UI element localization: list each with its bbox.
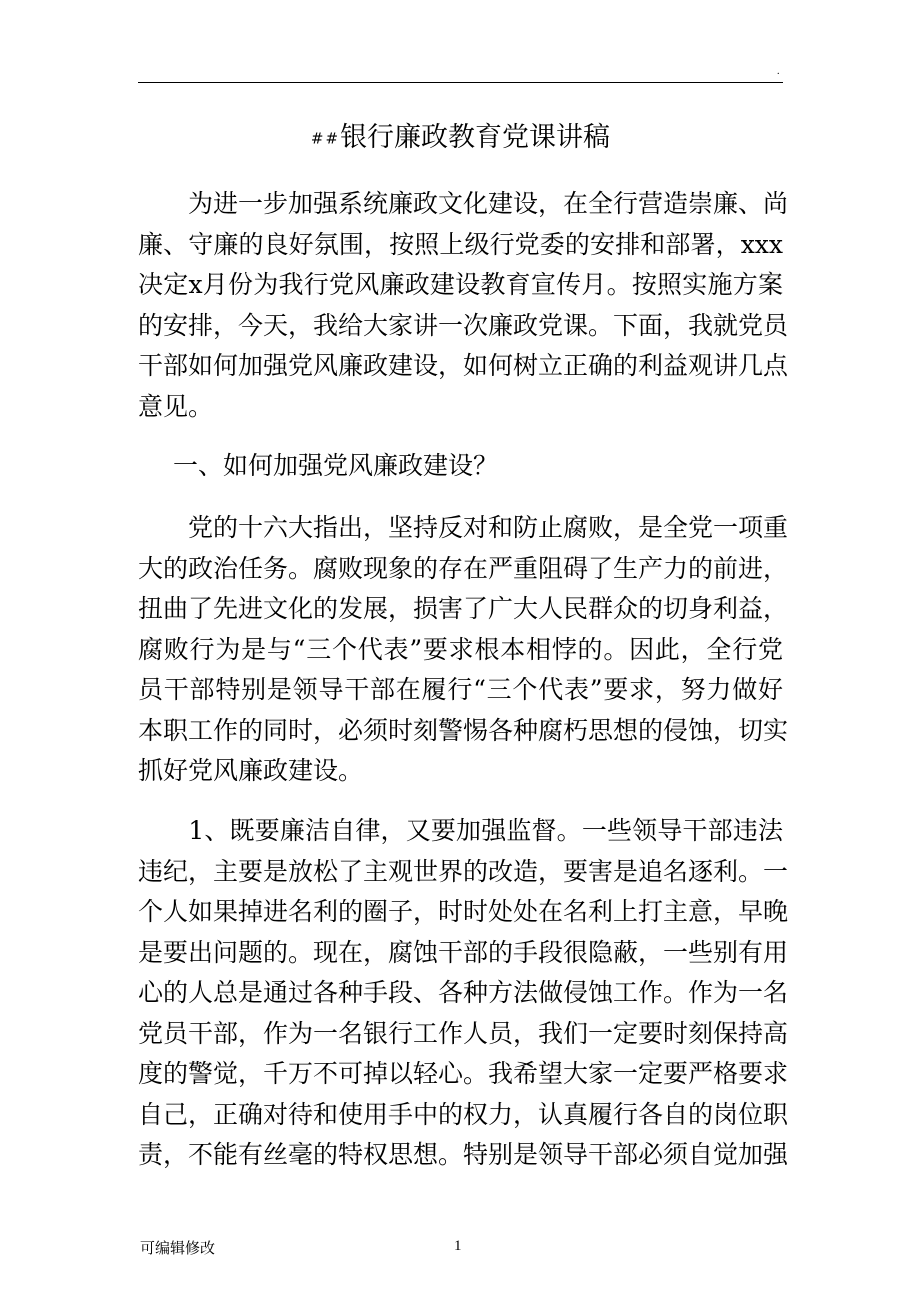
text-line: 扭曲了先进文化的发展，损害了广大人民群众的切身利益， — [138, 594, 789, 623]
document-title: 银行廉政教育党课讲稿 — [340, 122, 611, 153]
header-rule — [138, 82, 783, 83]
text-line: 责，不能有丝毫的特权思想。特别是领导干部必须自觉加强 — [138, 1140, 789, 1169]
text-line: 是要出问题的。现在，腐蚀干部的手段很隐蔽，一些别有用 — [138, 937, 789, 967]
text-line: 廉、守廉的良好氛围，按照上级行党委的安排和部署，xxx — [138, 229, 783, 259]
text-line: 1、既要廉洁自律，又要加强监督。一些领导干部违法 — [138, 816, 783, 845]
text-line: 意见。 — [138, 391, 214, 421]
text-line: 决定x月份为我行党风廉政建设教育宣传月。按照实施方案 — [138, 270, 783, 299]
text-line: 大的政治任务。腐败现象的存在严重阻碍了生产力的前进， — [138, 553, 789, 583]
text-line: 党员干部，作为一名银行工作人员，我们一定要时刻保持高 — [138, 1018, 789, 1048]
section-heading: 一、如何加强党风廉政建设？ — [173, 451, 499, 480]
text-line: 干部如何加强党风廉政建设，如何树立正确的利益观讲几点 — [138, 351, 789, 380]
page-number: 1 — [454, 1238, 462, 1254]
text-line: 抓好党风廉政建设。 — [138, 756, 364, 785]
text-line: 的安排，今天，我给大家讲一次廉政党课。下面，我就党员 — [138, 310, 789, 340]
header-mark: . — [777, 66, 780, 77]
text-line: 违纪，主要是放松了主观世界的改造，要害是追名逐利。一 — [138, 856, 789, 886]
text-line: 本职工作的同时，必须时刻警惕各种腐朽思想的侵蚀，切实 — [138, 715, 789, 745]
paragraph-2 — [138, 811, 789, 1176]
text-line: 党的十六大指出，坚持反对和防止腐败，是全党一项重 — [138, 513, 789, 542]
text-line: 为进一步加强系统廉政文化建设，在全行营造崇廉、尚 — [138, 189, 789, 218]
text-line: 员干部特别是领导干部在履行“三个代表”要求，努力做好 — [138, 675, 783, 704]
text-line: 心的人总是通过各种手段、各种方法做侵蚀工作。作为一名 — [138, 978, 789, 1007]
paragraph-1 — [138, 508, 789, 792]
document-title-line — [138, 118, 783, 159]
title-prefix: ## — [310, 129, 341, 148]
text-line: 腐败行为是与“三个代表”要求根本相悖的。因此，全行党 — [138, 634, 783, 664]
text-line: 度的警觉，千万不可掉以轻心。我希望大家一定要严格要求 — [138, 1059, 789, 1088]
text-line: 个人如果掉进名利的圈子，时时处处在名利上打主意，早晚 — [138, 897, 789, 926]
footer-label: 可编辑修改 — [140, 1239, 216, 1257]
intro-paragraph — [138, 184, 789, 427]
text-line: 自己，正确对待和使用手中的权力，认真履行各自的岗位职 — [138, 1099, 789, 1129]
